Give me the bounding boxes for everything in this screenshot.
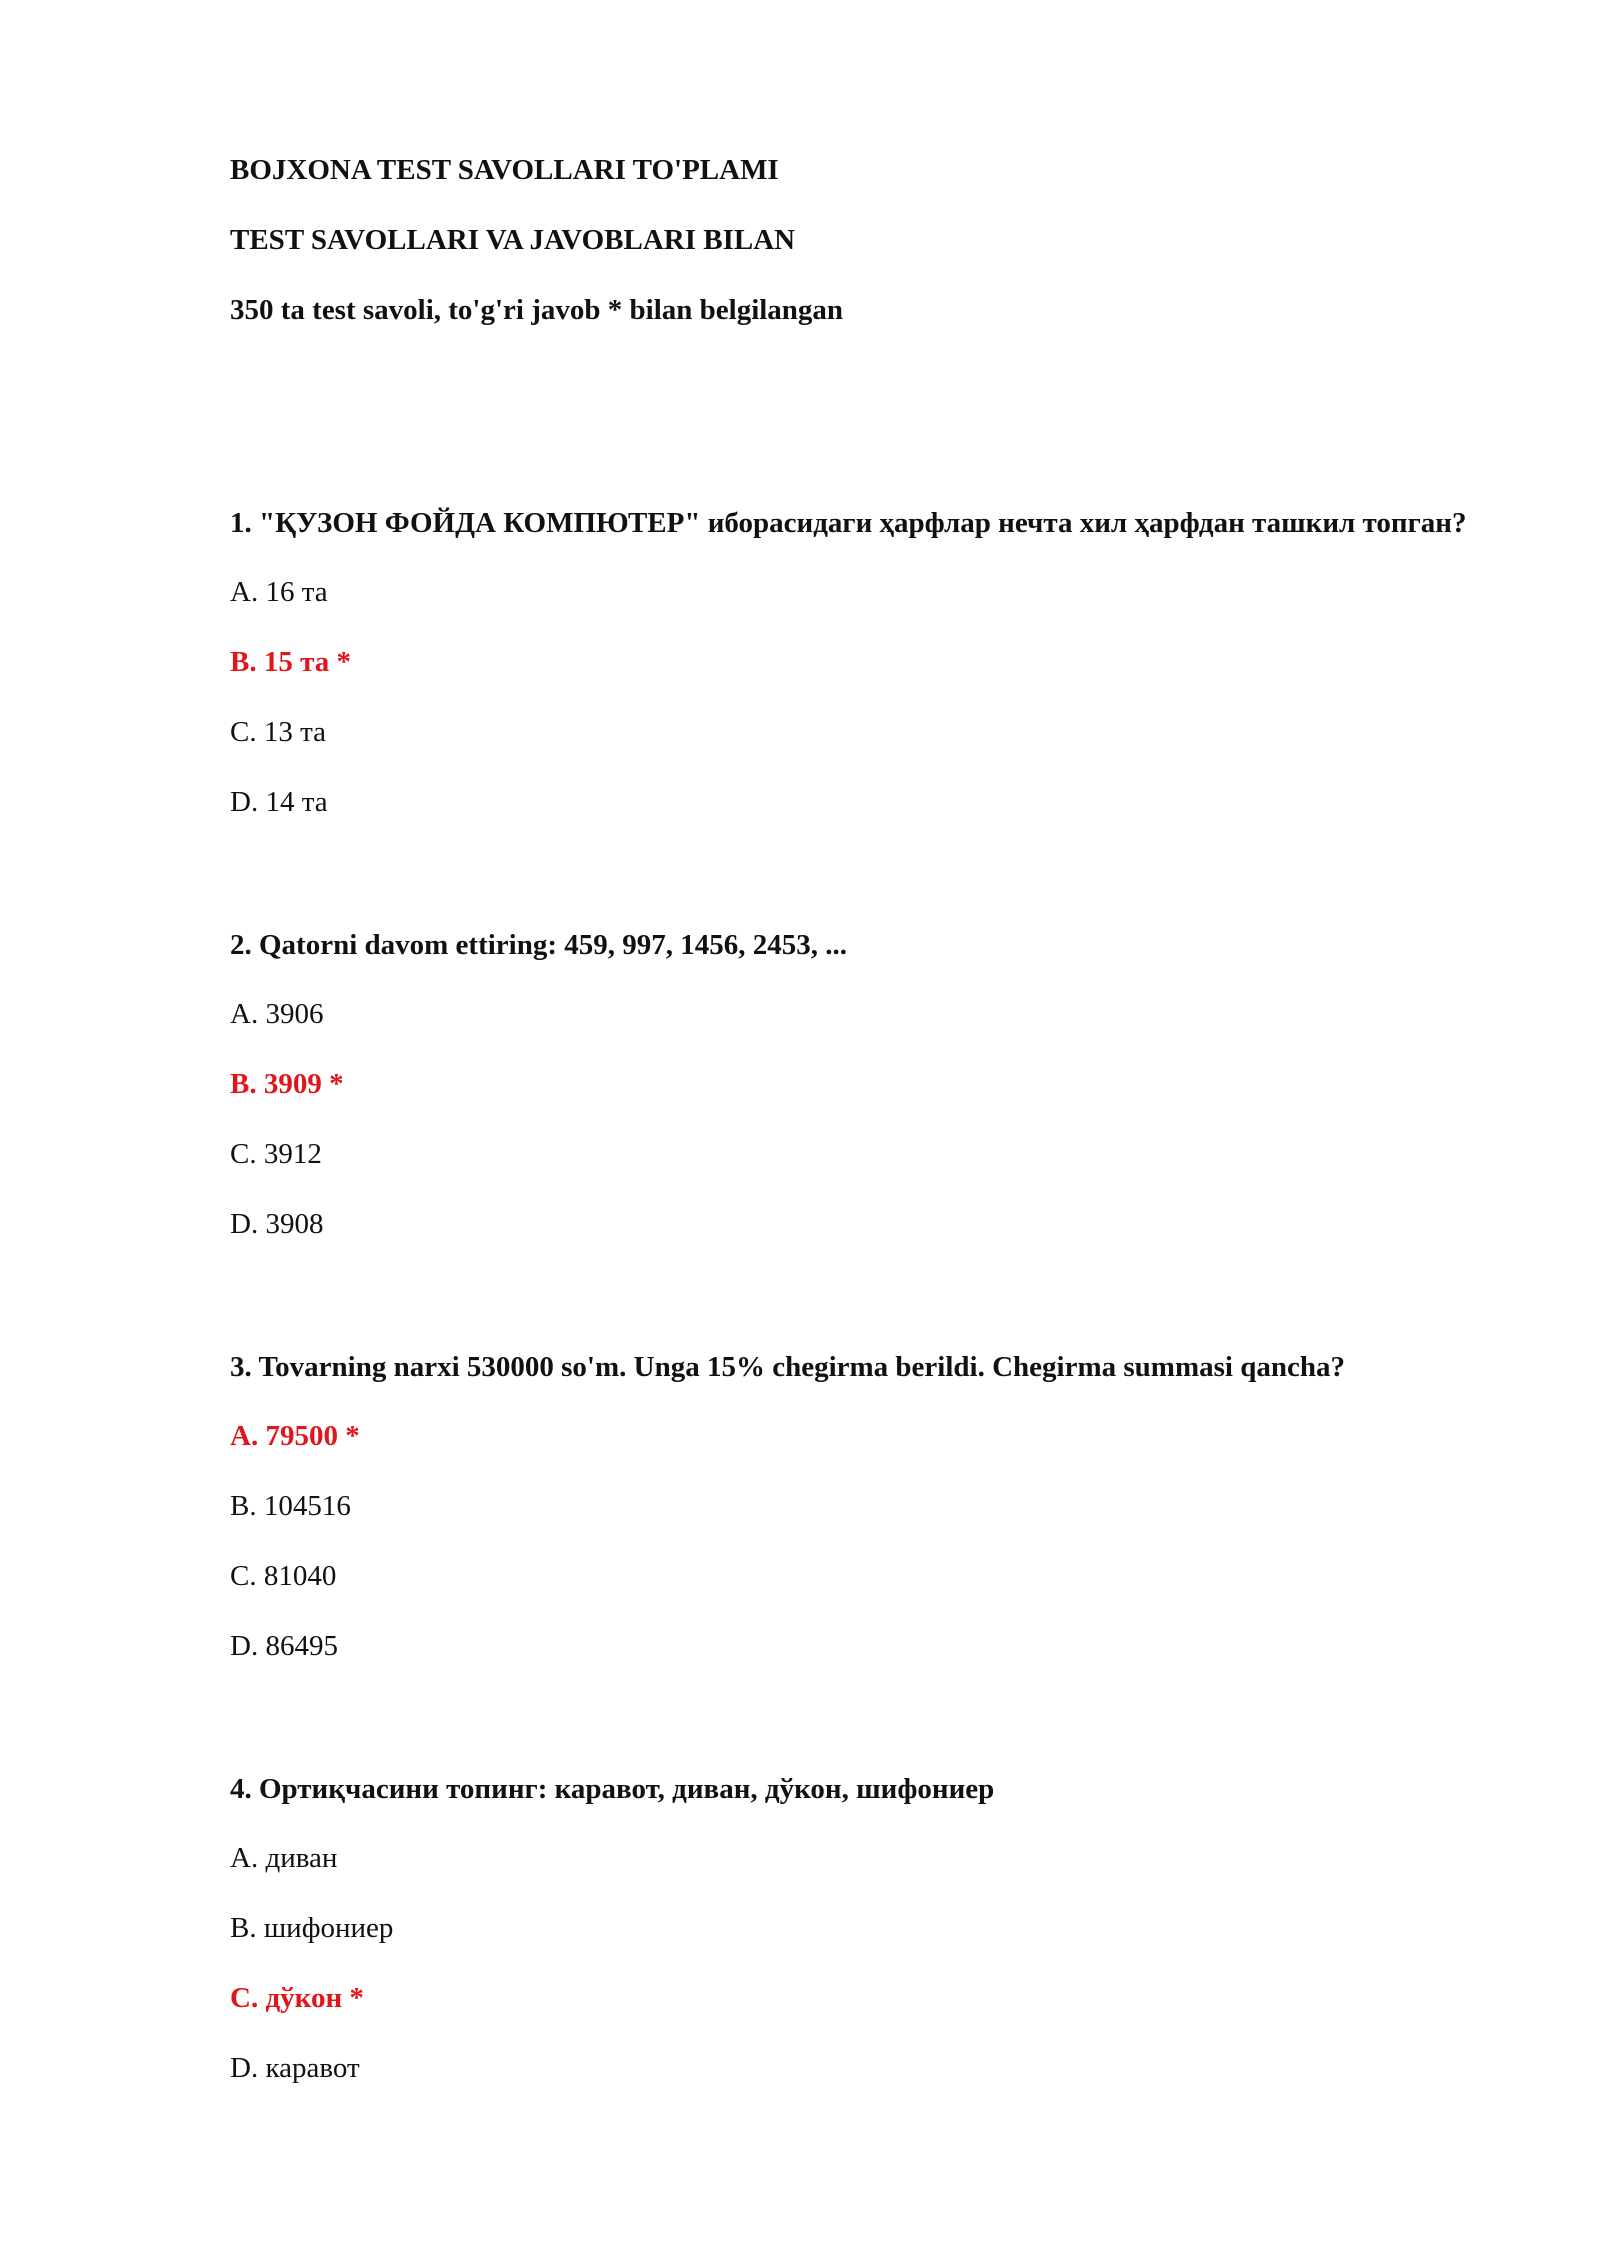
answer-option: A. 3906 [230,998,324,1030]
question-text: 2. Qatorni davom ettiring: 459, 997, 1456, 2453, ... [230,929,848,961]
document-subtitle: TEST SAVOLLARI VA JAVOBLARI BILAN [230,224,796,256]
answer-option: C. 3912 [230,1138,322,1170]
answer-option: D. 14 та [230,786,328,818]
header-spacer [230,360,1520,502]
answer-option-correct: C. дўкон * [230,1982,364,2014]
answer-option-correct: B. 3909 * [230,1068,344,1100]
question-text: 1. "ҚУЗОН ФОЙДА КОМПЮТЕР" иборасидаги ҳарфлар нечта хил ҳарфдан ташкил топган? [230,507,1467,539]
answer-option: B. 104516 [230,1490,351,1522]
answer-option-correct: B. 15 та * [230,646,351,678]
answer-option: C. 13 та [230,716,326,748]
question-gap [230,1696,1520,1768]
document-title: BOJXONA TEST SAVOLLARI TO'PLAMI [230,154,779,186]
question-4 [230,1768,1520,2088]
answer-option: D. 3908 [230,1208,324,1240]
question-text: 3. Tovarning narxi 530000 so'm. Unga 15% chegirma berildi. Chegirma summasi qancha? [230,1351,1345,1383]
answer-option-correct: A. 79500 * [230,1420,360,1452]
question-gap [230,1274,1520,1346]
question-3 [230,1346,1520,1666]
answer-option: A. диван [230,1842,338,1874]
document-page [230,150,1520,2118]
answer-option: B. шифониер [230,1912,394,1944]
answer-option: C. 81040 [230,1560,337,1592]
answer-option: D. каравот [230,2052,360,2084]
question-text: 4. Ортиқчасини топинг: каравот, диван, дўкон, шифониер [230,1773,995,1805]
answer-option: A. 16 та [230,576,328,608]
question-1 [230,502,1520,822]
answer-option: D. 86495 [230,1630,338,1662]
question-gap [230,852,1520,924]
document-note: 350 ta test savoli, to'g'ri javob * bilan belgilangan [230,294,844,326]
question-2 [230,924,1520,1244]
